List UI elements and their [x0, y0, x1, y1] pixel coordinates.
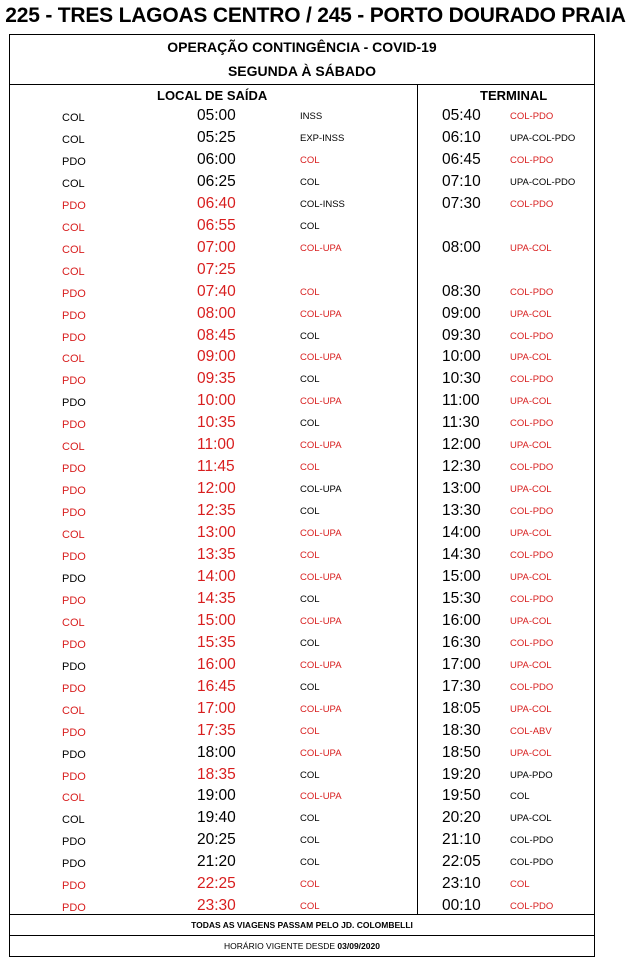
origin-cell: PDO [62, 485, 86, 498]
arrival-route: COL-PDO [510, 593, 554, 605]
departure-route: COL [300, 506, 320, 518]
arrival-route: COL-PDO [510, 681, 554, 693]
arrival-time: 14:30 [442, 546, 481, 563]
origin-cell: PDO [62, 902, 86, 915]
arrival-route: COL-PDO [510, 550, 554, 561]
table-row [10, 853, 594, 875]
arrival-route: COL-PDO [510, 506, 554, 518]
arrival-route: COL-PDO [510, 154, 554, 166]
origin-cell: PDO [62, 155, 86, 168]
arrival-time: 16:30 [442, 633, 481, 651]
departure-route: COL-UPA [300, 352, 342, 364]
table-row [10, 217, 594, 239]
departure-route: COL [300, 835, 320, 847]
origin-cell: COL [62, 112, 85, 124]
departure-time: 07:25 [197, 260, 236, 278]
origin-cell: COL [62, 243, 85, 256]
table-row [10, 436, 594, 458]
table-row [10, 173, 594, 195]
origin-cell: PDO [62, 199, 86, 212]
departure-route: COL [300, 857, 320, 869]
origin-cell: PDO [62, 572, 86, 585]
departure-route: COL-UPA [300, 308, 342, 320]
origin-cell: PDO [62, 594, 86, 607]
arrival-time: 13:30 [442, 502, 481, 520]
departure-time: 16:45 [197, 677, 236, 695]
table-row [10, 590, 594, 612]
origin-cell: COL [62, 265, 85, 278]
arrival-route: UPA-COL [510, 813, 552, 825]
validity-label: HORÁRIO VIGENTE DESDE [224, 941, 336, 951]
table-row [10, 414, 594, 436]
page-title: 225 - TRES LAGOAS CENTRO / 245 - PORTO DOURADO PRAIA [5, 4, 626, 27]
departure-column-header: LOCAL DE SAÍDA [157, 88, 268, 103]
departure-route: COL [300, 681, 320, 693]
table-row [10, 195, 594, 217]
table-row [10, 524, 594, 546]
origin-cell: PDO [62, 858, 86, 871]
arrival-route: COL-PDO [510, 835, 554, 847]
departure-time: 12:35 [197, 502, 236, 520]
table-row [10, 897, 594, 919]
table-row [10, 327, 594, 349]
arrival-time: 06:10 [442, 128, 481, 146]
departure-time: 06:40 [197, 194, 236, 212]
arrival-time: 21:10 [442, 831, 481, 849]
departure-route: COL [300, 176, 320, 188]
arrival-route: UPA-COL [510, 571, 552, 583]
arrival-route: COL [510, 791, 530, 803]
arrival-time: 18:50 [442, 743, 481, 761]
arrival-time: 06:45 [442, 150, 481, 168]
arrival-time: 10:00 [442, 348, 481, 366]
origin-cell: PDO [62, 375, 86, 388]
origin-cell: PDO [62, 507, 86, 520]
departure-time: 15:00 [197, 611, 236, 629]
arrival-time: 07:10 [442, 172, 481, 190]
route-note: TODAS AS VIAGENS PASSAM PELO JD. COLOMBELLI [191, 920, 413, 930]
departure-route: COL-UPA [300, 396, 342, 408]
table-row [10, 787, 594, 809]
table-row [10, 809, 594, 831]
departure-route: COL-UPA [300, 528, 342, 540]
arrival-time: 00:10 [442, 897, 481, 915]
departure-time: 12:00 [197, 480, 236, 498]
arrival-route: COL-PDO [510, 374, 554, 386]
departure-route: INSS [300, 111, 323, 122]
arrival-time: 19:50 [442, 787, 481, 805]
arrival-route: UPA-COL [510, 440, 552, 452]
departure-route: COL [300, 154, 320, 166]
arrival-time: 09:00 [442, 304, 481, 322]
arrival-route: COL-PDO [510, 462, 554, 474]
departure-route: COL-UPA [300, 615, 342, 627]
table-row [10, 875, 594, 897]
departure-route: COL-UPA [300, 440, 342, 452]
departure-time: 17:00 [197, 699, 236, 717]
departure-route: COL-INSS [300, 198, 345, 210]
table-row [10, 766, 594, 788]
departure-time: 13:35 [197, 546, 236, 563]
table-row [10, 700, 594, 722]
departure-time: 06:25 [197, 172, 236, 190]
departure-time: 06:55 [197, 216, 236, 234]
operation-subtitle: OPERAÇÃO CONTINGÊNCIA - COVID-19 [167, 39, 437, 55]
origin-cell: COL [62, 221, 85, 234]
origin-cell: PDO [62, 397, 86, 410]
departure-time: 09:00 [197, 348, 236, 366]
departure-time: 13:00 [197, 524, 236, 542]
table-row [10, 678, 594, 700]
arrival-route: COL-PDO [510, 418, 554, 430]
departure-time: 05:00 [197, 107, 236, 124]
departure-time: 23:30 [197, 897, 236, 915]
departure-route: COL [300, 286, 320, 298]
arrival-time: 15:30 [442, 589, 481, 607]
origin-cell: PDO [62, 880, 86, 893]
arrival-route: COL-ABV [510, 725, 552, 737]
origin-cell: COL [62, 529, 85, 542]
table-row [10, 370, 594, 392]
departure-route: COL [300, 330, 320, 342]
departure-time: 18:00 [197, 743, 236, 761]
origin-cell: COL [62, 704, 85, 717]
departure-time: 14:00 [197, 567, 236, 585]
table-row [10, 261, 594, 283]
departure-route: COL [300, 462, 320, 474]
table-row [10, 348, 594, 370]
departure-time: 11:00 [197, 436, 235, 454]
table-row [10, 239, 594, 261]
arrival-route: UPA-COL [510, 352, 552, 364]
origin-cell: COL [62, 133, 85, 146]
origin-cell: COL [62, 814, 85, 827]
origin-cell: PDO [62, 726, 86, 739]
departure-time: 21:20 [197, 853, 236, 871]
arrival-time: 09:30 [442, 326, 481, 344]
origin-cell: COL [62, 177, 85, 190]
arrival-route: UPA-COL [510, 396, 552, 408]
departure-route: COL [300, 550, 320, 561]
arrival-time: 23:10 [442, 875, 481, 893]
divider [10, 935, 594, 936]
departure-time: 09:35 [197, 370, 236, 388]
departure-route: COL-UPA [300, 747, 342, 759]
origin-cell: PDO [62, 287, 86, 300]
departure-time: 22:25 [197, 875, 236, 893]
departure-route: COL [300, 813, 320, 825]
arrival-route: UPA-COL [510, 703, 552, 715]
departure-time: 07:40 [197, 282, 236, 300]
table-row [10, 612, 594, 634]
origin-cell: PDO [62, 770, 86, 783]
table-row [10, 502, 594, 524]
table-row [10, 722, 594, 744]
validity-note [10, 941, 594, 951]
arrival-route: UPA-PDO [510, 769, 553, 781]
table-row [10, 107, 594, 129]
arrival-time: 08:30 [442, 282, 481, 300]
origin-cell: PDO [62, 463, 86, 476]
origin-cell: PDO [62, 748, 86, 761]
departure-time: 20:25 [197, 831, 236, 849]
arrival-time: 14:00 [442, 524, 481, 542]
table-row [10, 546, 594, 568]
departure-time: 19:00 [197, 787, 236, 805]
departure-time: 15:35 [197, 633, 236, 651]
arrival-time: 18:05 [442, 699, 481, 717]
table-row [10, 392, 594, 414]
origin-cell: PDO [62, 638, 86, 651]
table-row [10, 151, 594, 173]
arrival-time: 07:30 [442, 194, 481, 212]
arrival-time: 17:30 [442, 677, 481, 695]
departure-time: 16:00 [197, 655, 236, 673]
arrival-time: 12:30 [442, 458, 481, 476]
departure-time: 19:40 [197, 809, 236, 827]
origin-cell: COL [62, 441, 85, 454]
departure-route: COL [300, 879, 320, 891]
departure-route: COL-UPA [300, 659, 342, 671]
arrival-time: 15:00 [442, 567, 481, 585]
arrival-time: 13:00 [442, 480, 481, 498]
arrival-time: 05:40 [442, 107, 481, 124]
origin-cell: PDO [62, 551, 86, 563]
arrival-time: 22:05 [442, 853, 481, 871]
origin-cell: PDO [62, 836, 86, 849]
departure-route: COL-UPA [300, 703, 342, 715]
terminal-column-header: TERMINAL [480, 88, 548, 103]
arrival-route: COL-PDO [510, 637, 554, 649]
arrival-route: COL-PDO [510, 198, 554, 210]
departure-time: 10:00 [197, 392, 236, 410]
origin-cell: COL [62, 616, 85, 629]
origin-cell: PDO [62, 309, 86, 322]
departure-route: COL-UPA [300, 571, 342, 583]
departure-route: COL [300, 769, 320, 781]
departure-route: COL [300, 725, 320, 737]
table-row [10, 480, 594, 502]
divider [10, 84, 594, 85]
departure-route: COL-UPA [300, 242, 342, 254]
arrival-route: COL-PDO [510, 857, 554, 869]
table-row [10, 634, 594, 656]
arrival-time: 16:00 [442, 611, 481, 629]
origin-cell: COL [62, 792, 85, 805]
arrival-route: UPA-COL-PDO [510, 176, 576, 188]
divider [10, 914, 594, 915]
departure-time: 08:45 [197, 326, 236, 344]
departure-route: COL-UPA [300, 791, 342, 803]
arrival-route: UPA-COL [510, 747, 552, 759]
departure-time: 14:35 [197, 589, 236, 607]
arrival-time: 20:20 [442, 809, 481, 827]
departure-time: 05:25 [197, 128, 236, 146]
arrival-route: UPA-COL [510, 484, 552, 496]
departure-route: COL-UPA [300, 484, 342, 496]
origin-cell: PDO [62, 682, 86, 695]
departure-time: 17:35 [197, 721, 236, 739]
table-row [10, 831, 594, 853]
departure-time: 08:00 [197, 304, 236, 322]
table-row [10, 568, 594, 590]
arrival-route: COL-PDO [510, 111, 554, 122]
table-row [10, 283, 594, 305]
arrival-route: UPA-COL [510, 615, 552, 627]
table-row [10, 744, 594, 766]
departure-route: COL [300, 593, 320, 605]
departure-route: COL [300, 418, 320, 430]
departure-time: 07:00 [197, 238, 236, 256]
table-row [10, 305, 594, 327]
table-row [10, 129, 594, 151]
origin-cell: PDO [62, 419, 86, 432]
departure-route: COL [300, 901, 320, 913]
table-row [10, 458, 594, 480]
departure-time: 10:35 [197, 414, 236, 432]
arrival-time: 19:20 [442, 765, 481, 783]
departure-time: 18:35 [197, 765, 236, 783]
origin-cell: COL [62, 353, 85, 366]
arrival-time: 10:30 [442, 370, 481, 388]
arrival-route: COL-PDO [510, 286, 554, 298]
arrival-route: UPA-COL [510, 528, 552, 540]
arrival-time: 12:00 [442, 436, 481, 454]
arrival-route: UPA-COL [510, 659, 552, 671]
departure-time: 11:45 [197, 458, 235, 476]
arrival-route: UPA-COL [510, 308, 552, 320]
departure-time: 06:00 [197, 150, 236, 168]
departure-route: COL [300, 220, 320, 232]
arrival-route: COL-PDO [510, 330, 554, 342]
arrival-route: UPA-COL-PDO [510, 132, 576, 144]
departure-route: COL [300, 637, 320, 649]
validity-date: 03/09/2020 [337, 941, 380, 951]
arrival-time: 08:00 [442, 238, 481, 256]
arrival-time: 18:30 [442, 721, 481, 739]
arrival-route: COL-PDO [510, 901, 554, 913]
days-subtitle: SEGUNDA À SÁBADO [227, 63, 377, 79]
origin-cell: PDO [62, 331, 86, 344]
arrival-route: COL [510, 879, 530, 891]
arrival-time: 11:30 [442, 414, 480, 432]
table-row [10, 656, 594, 678]
departure-route: EXP-INSS [300, 132, 345, 144]
arrival-time: 11:00 [442, 392, 480, 410]
timetable-frame [9, 34, 595, 957]
departure-route: COL [300, 374, 320, 386]
arrival-route: UPA-COL [510, 242, 552, 254]
origin-cell: PDO [62, 660, 86, 673]
arrival-time: 17:00 [442, 655, 481, 673]
